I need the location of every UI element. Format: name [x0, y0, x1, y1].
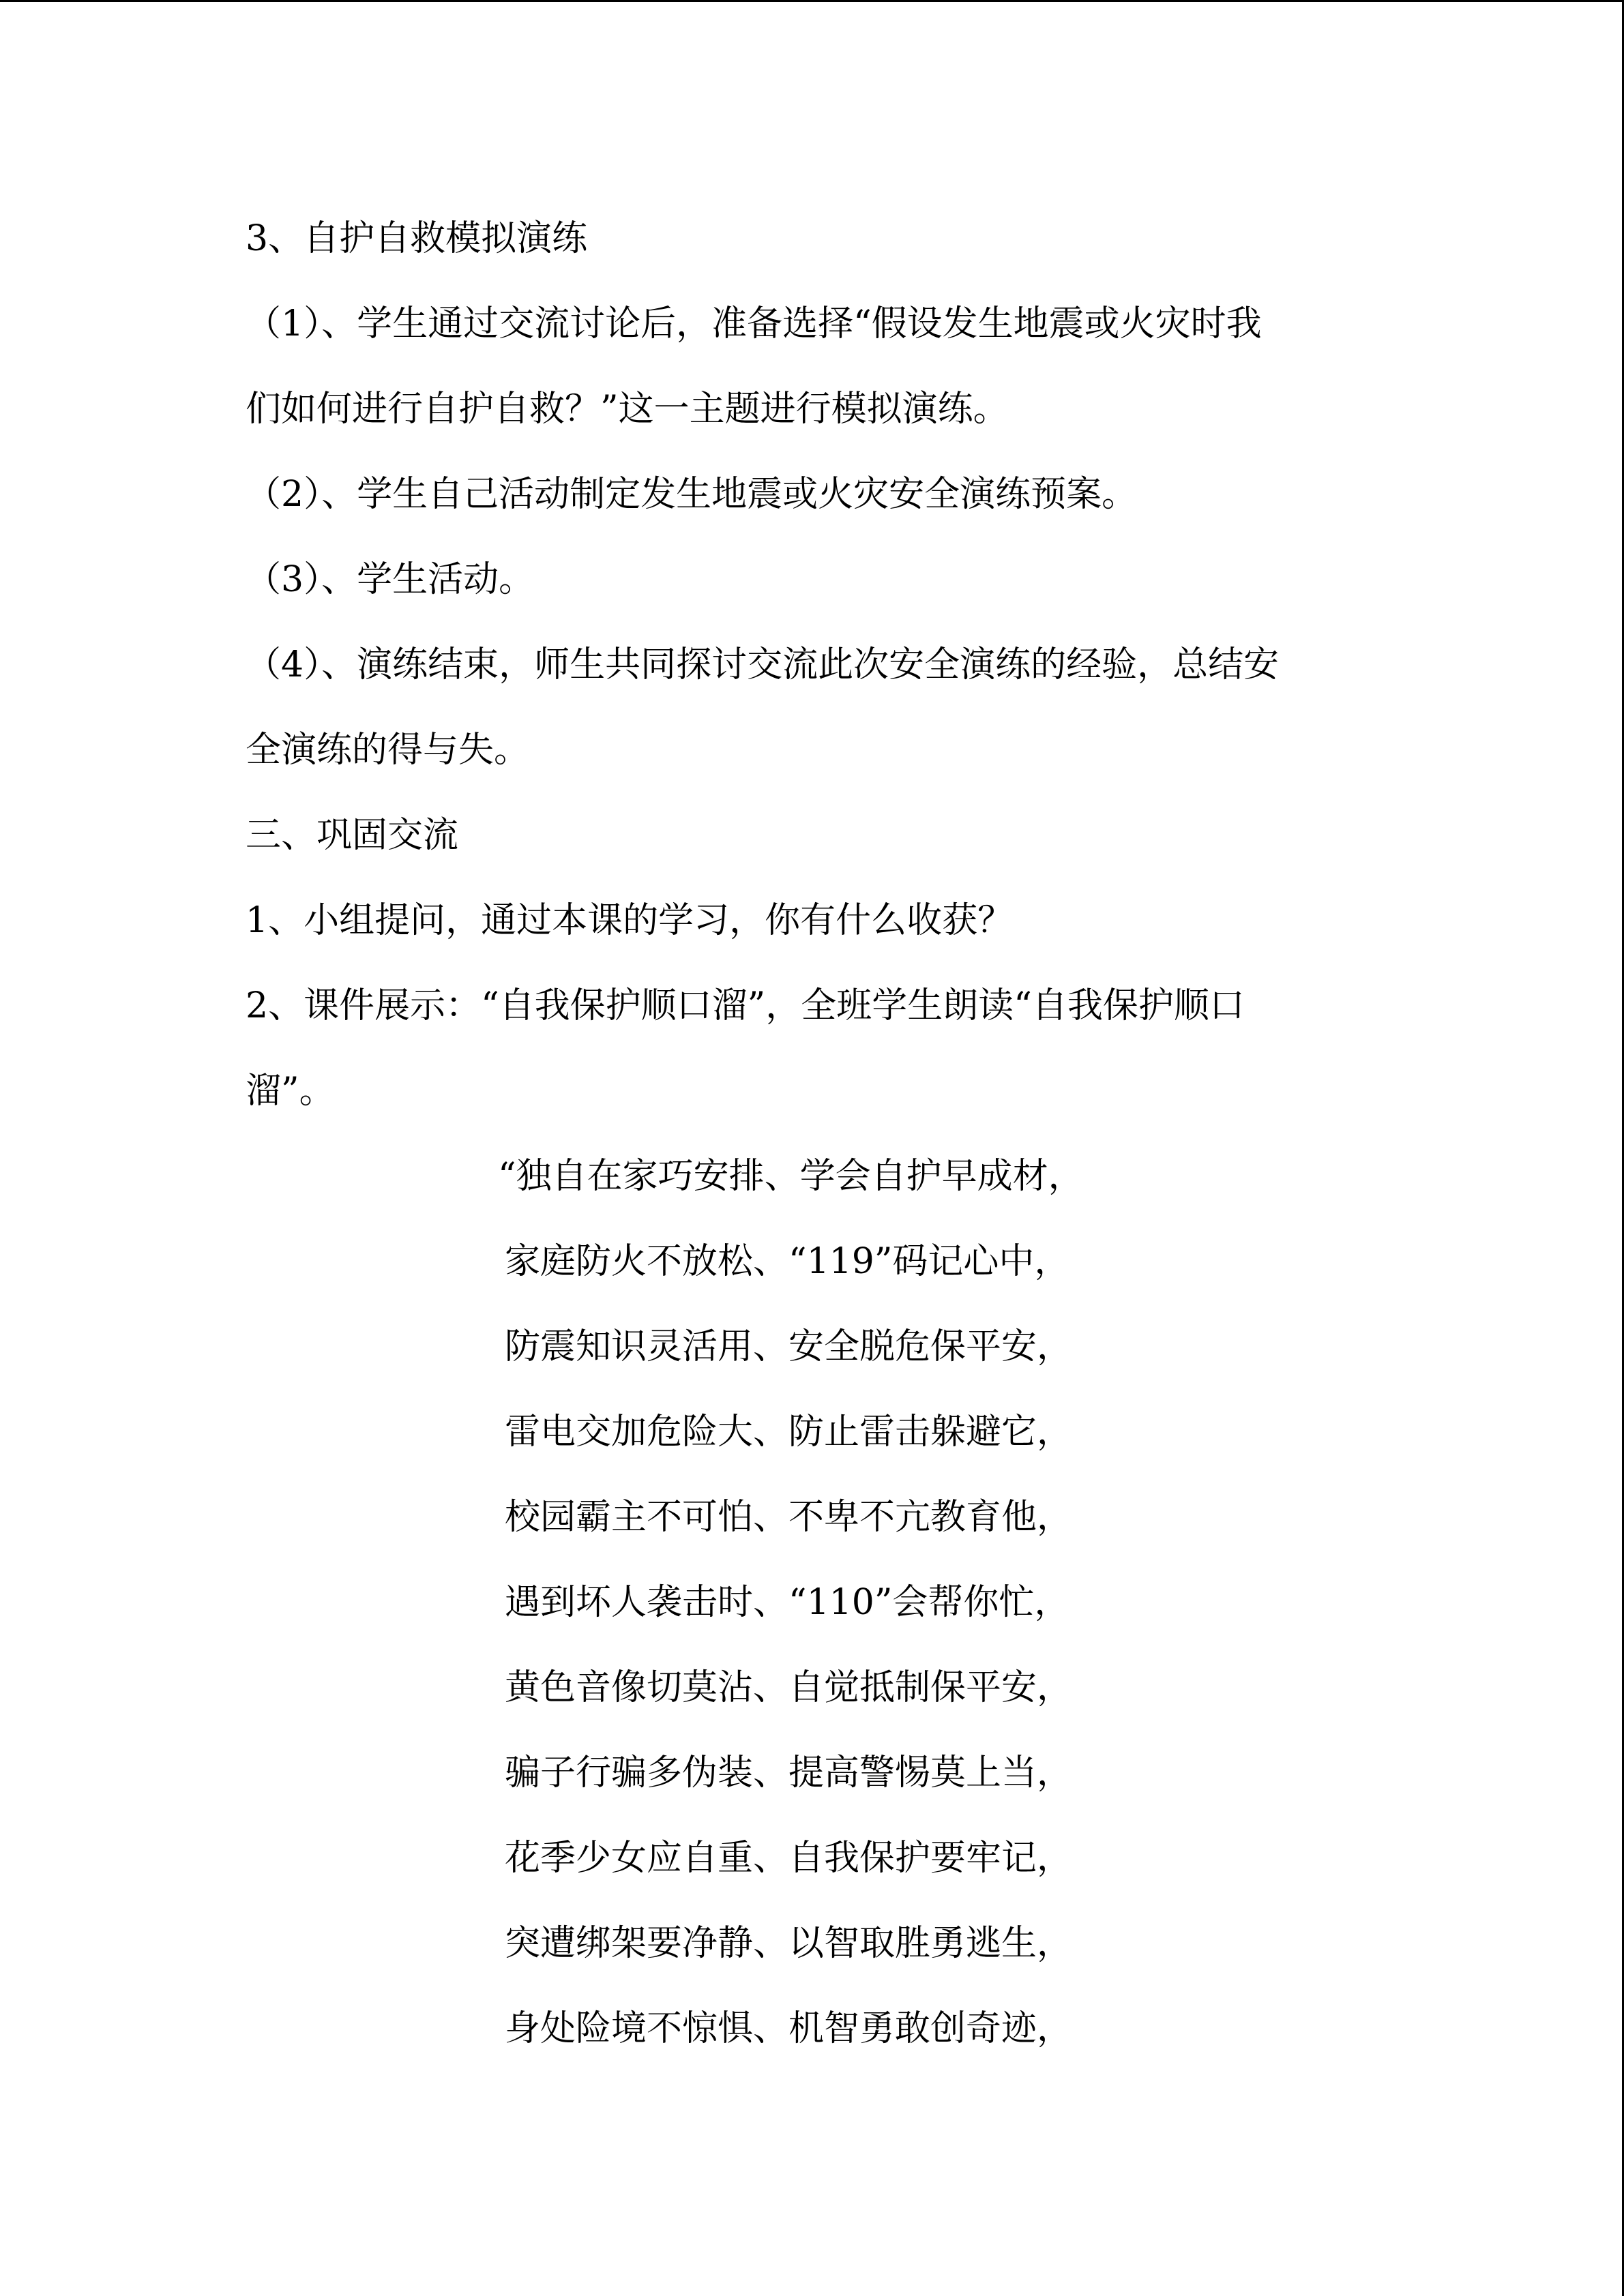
- section-3-heading: 3、自护自救模拟演练: [246, 218, 588, 259]
- item-1-line-2: 们如何进行自护自救？”这一主题进行模拟演练。: [246, 389, 1009, 430]
- rhyme-line-10: 突遭绑架要净静、以智取胜勇逃生，: [505, 1923, 1073, 1964]
- item-3: （3）、学生活动。: [246, 559, 535, 600]
- page-top-border: [0, 0, 1624, 2]
- part-3-heading: 三、巩固交流: [246, 815, 459, 856]
- rhyme-line-1: “独自在家巧安排、学会自护早成材，: [498, 1156, 1084, 1197]
- rhyme-line-8: 骗子行骗多伪装、提高警惕莫上当，: [505, 1753, 1073, 1793]
- item-4-line-1: （4）、演练结束，师生共同探讨交流此次安全演练的经验，总结安: [246, 644, 1280, 685]
- rhyme-line-5: 校园霸主不可怕、不卑不亢教育他，: [505, 1497, 1073, 1538]
- rhyme-line-11: 身处险境不惊惧、机智勇敢创奇迹，: [505, 2008, 1073, 2049]
- point-1: 1、小组提问，通过本课的学习，你有什么收获？: [246, 900, 1014, 941]
- rhyme-line-2: 家庭防火不放松、“119”码记心中，: [505, 1241, 1070, 1282]
- rhyme-line-6: 遇到坏人袭击时、“110”会帮你忙，: [505, 1582, 1070, 1623]
- item-2: （2）、学生自己活动制定发生地震或火灾安全演练预案。: [246, 474, 1138, 515]
- rhyme-line-4: 雷电交加危险大、防止雷击躲避它，: [505, 1412, 1073, 1452]
- rhyme-line-7: 黄色音像切莫沾、自觉抵制保平安，: [505, 1667, 1073, 1708]
- point-2-line-1: 2、课件展示：“自我保护顺口溜”，全班学生朗读“自我保护顺口: [246, 985, 1245, 1026]
- item-4-line-2: 全演练的得与失。: [246, 730, 530, 771]
- rhyme-line-9: 花季少女应自重、自我保护要牢记，: [505, 1838, 1073, 1879]
- item-1-line-1: （1）、学生通过交流讨论后，准备选择“假设发生地震或火灾时我: [246, 303, 1262, 344]
- rhyme-line-3: 防震知识灵活用、安全脱危保平安，: [505, 1326, 1073, 1367]
- point-2-line-2: 溜”。: [246, 1071, 335, 1112]
